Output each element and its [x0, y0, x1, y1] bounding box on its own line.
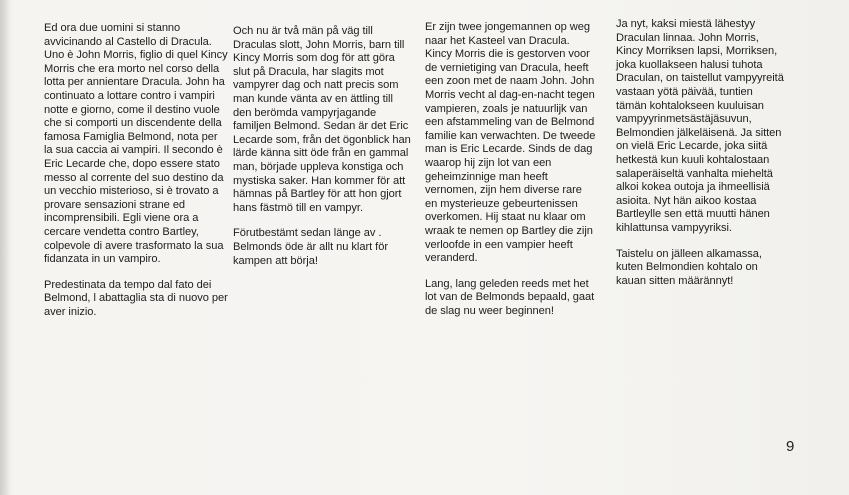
- finnish-paragraph-1: Ja nyt, kaksi miestä lähestyy Draculan linnaa. John Morris, Kincy Morriksen lapsi, Morriksen, joka kuollakseen halusi tuhota Draculan, on taistellut vampyyreitä vastaan yötä päivää, tuntien tämän kohtalokseen kuuluisan vampyyrinmetsästäjäsuvun, Belmondien jälkeläisenä. Ja sitten on vielä Eric Lecarde, joka siitä hetkestä kun kuuli kohtalostaan salaperäiseltä vanhalta mieheltä alkoi kokea outoja ja ihmeellisiä asioita. Nyt hän aikoo kostaa Bartleylle sen että muutti hänen kihlattunsa vampyyriksi.: [616, 18, 784, 234]
- page-number: 9: [786, 438, 795, 455]
- swedish-paragraph-2: Förutbestämt sedan länge av . Belmonds öde är allt nu klart för kampen att börja!: [233, 227, 388, 267]
- finnish-paragraph-2: Taistelu on jälleen alkamassa, kuten Belmondien kohtalo on kauan sitten määrännyt!: [616, 247, 762, 287]
- column-italian: [44, 22, 228, 331]
- dutch-paragraph-2: Lang, lang geleden reeds met het lot van de Belmonds bepaald, gaat de slag nu weer beginnen!: [425, 277, 595, 317]
- binding-shadow: [0, 0, 10, 495]
- swedish-paragraph-1: Och nu är två män på väg till Draculas slott, John Morris, barn till Kincy Morris som dog för att göra slut på Dracula, har slagits mot vampyrer dag och natt precis som man kunde vänta av en ättling till den berömda vampyrjagande familjen Belmond. Sedan är det Eric Lecarde som, från det ögonblick han lärde känna sitt öde från en gammal man, började uppleva konstiga och mystiska saker. Han kommer för att hämnas på Bartley för att hon gjort hans fästmö till en vampyr.: [233, 25, 411, 214]
- dutch-paragraph-1: Er zijn twee jongemannen op weg naar het Kasteel van Dracula. Kincy Morris die is gestorven voor de vernietiging van Dracula, heeft een zoon met de naam John. John Morris vecht al dag-en-nacht tegen vampieren, zoals je natuurlijk van een afstammeling van de Belmond familie kan verwachten. De tweede man is Eric Lecarde. Sinds de dag waarop hij zijn lot van een geheimzinnige man heeft vernomen, zijn hem diverse rare en mysterieuze gebeurtenissen overkomen. Hij staat nu klaar om wraak te nemen op Bartley die zijn verloofde in een vampier heeft veranderd.: [425, 21, 596, 265]
- italian-paragraph-2: Predestinata da tempo dal fato dei Belmond, l abattaglia sta di nuovo per aver inizio.: [44, 278, 228, 318]
- italian-paragraph-1: Ed ora due uomini si stanno avvicinando al Castello di Dracula. Uno è John Morris, figlio di quel Kincy Morris che era morto nel corso della lotta per annientare Dracula. John ha continuato a lottare contro i vampiri notte e giorno, come il destino vuole che si comporti un discendente della famosa Famiglia Belmond, nota per la sua caccia ai vampiri. Il secondo è Eric Lecarde che, dopo essere stato messo al corrente del suo destino da un vecchio misterioso, si è trovato a provare sensazioni strane ed incomprensibili. Egli viene ora a cercare vendetta contro Bartley, colpevole di avere trasformato la sua fidanzata in un vampiro.: [44, 22, 228, 266]
- column-finnish: [616, 18, 786, 300]
- column-swedish: [233, 25, 413, 280]
- column-dutch: [425, 21, 597, 330]
